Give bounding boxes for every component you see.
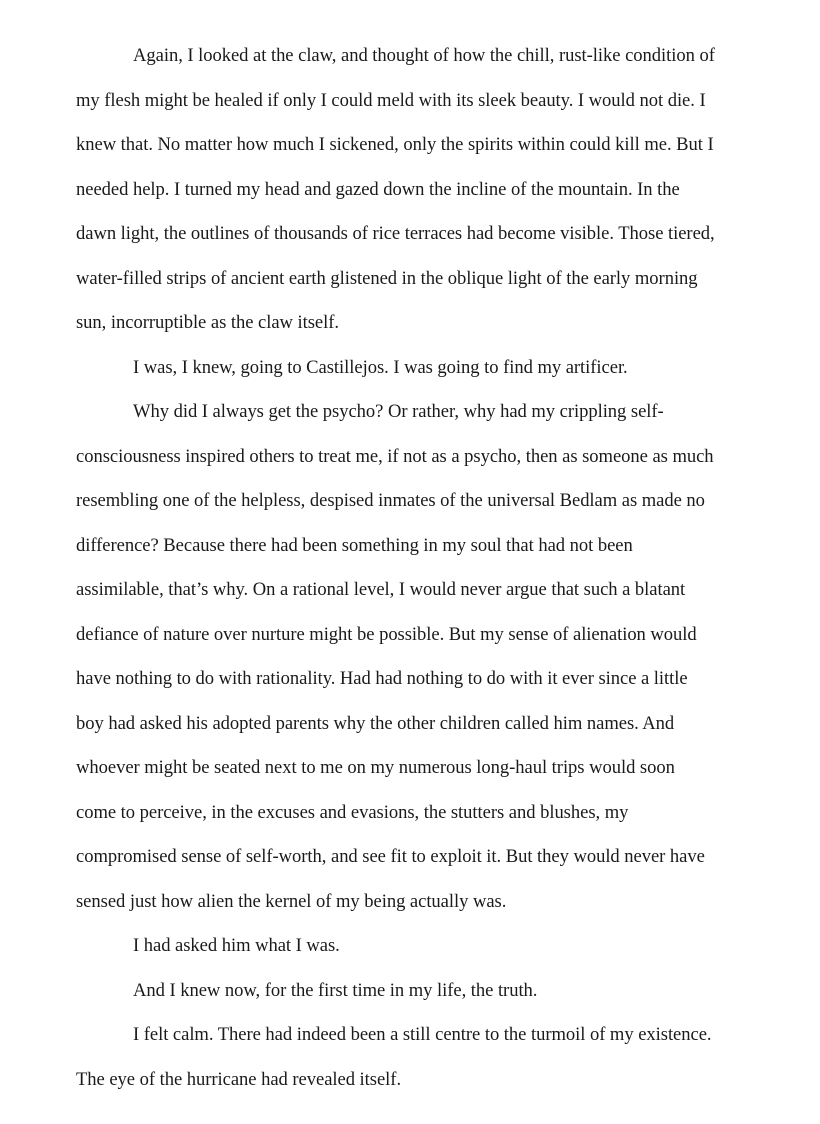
- text-line: resembling one of the helpless, despised inmates of the universal Bedlam as made no: [76, 490, 705, 511]
- text-line: dawn light, the outlines of thousands of rice terraces had become visible. Those tiered,: [76, 223, 715, 244]
- text-line: I was, I knew, going to Castillejos. I was going to find my artificer.: [133, 356, 628, 378]
- paragraph-5: [76, 969, 744, 1014]
- text-line: compromised sense of self-worth, and see fit to exploit it. But they would never have: [76, 846, 705, 867]
- text-line: consciousness inspired others to treat me, if not as a psycho, then as someone as much: [76, 445, 714, 467]
- text-line: come to perceive, in the excuses and evasions, the stutters and blushes, my: [76, 801, 629, 823]
- text-line: knew that. No matter how much I sickened, only the spirits within could kill me. But I: [76, 134, 714, 155]
- paragraph-3: [76, 390, 744, 924]
- text-line: sensed just how alien the kernel of my being actually was.: [76, 890, 507, 912]
- text-line: defiance of nature over nurture might be possible. But my sense of alienation would: [76, 623, 697, 645]
- document-body: [76, 34, 744, 1102]
- text-line: needed help. I turned my head and gazed down the incline of the mountain. In the: [76, 178, 680, 200]
- text-line: Again, I looked at the claw, and thought of how the chill, rust-like condition of: [133, 45, 715, 66]
- text-line: my flesh might be healed if only I could meld with its sleek beauty. I would not die. I: [76, 89, 706, 111]
- text-line: Why did I always get the psycho? Or rather, why had my crippling self-: [133, 401, 664, 422]
- paragraph-2: [76, 346, 744, 391]
- paragraph-6: [76, 1013, 744, 1102]
- text-line: boy had asked his adopted parents why the other children called him names. And: [76, 712, 675, 734]
- text-line: The eye of the hurricane had revealed itself.: [76, 1068, 402, 1090]
- text-line: I felt calm. There had indeed been a still centre to the turmoil of my existence.: [133, 1024, 712, 1045]
- paragraph-4: [76, 924, 744, 969]
- text-line: whoever might be seated next to me on my numerous long-haul trips would soon: [76, 757, 675, 778]
- text-line: And I knew now, for the first time in my life, the truth.: [133, 979, 538, 1001]
- text-line: assimilable, that’s why. On a rational level, I would never argue that such a blatant: [76, 579, 686, 600]
- text-line: I had asked him what I was.: [133, 935, 340, 956]
- text-line: difference? Because there had been something in my soul that had not been: [76, 534, 633, 556]
- paragraph-1: [76, 34, 744, 346]
- text-line: water-filled strips of ancient earth glistened in the oblique light of the early morning: [76, 267, 698, 289]
- text-line: sun, incorruptible as the claw itself.: [76, 312, 339, 333]
- text-line: have nothing to do with rationality. Had had nothing to do with it ever since a little: [76, 668, 688, 689]
